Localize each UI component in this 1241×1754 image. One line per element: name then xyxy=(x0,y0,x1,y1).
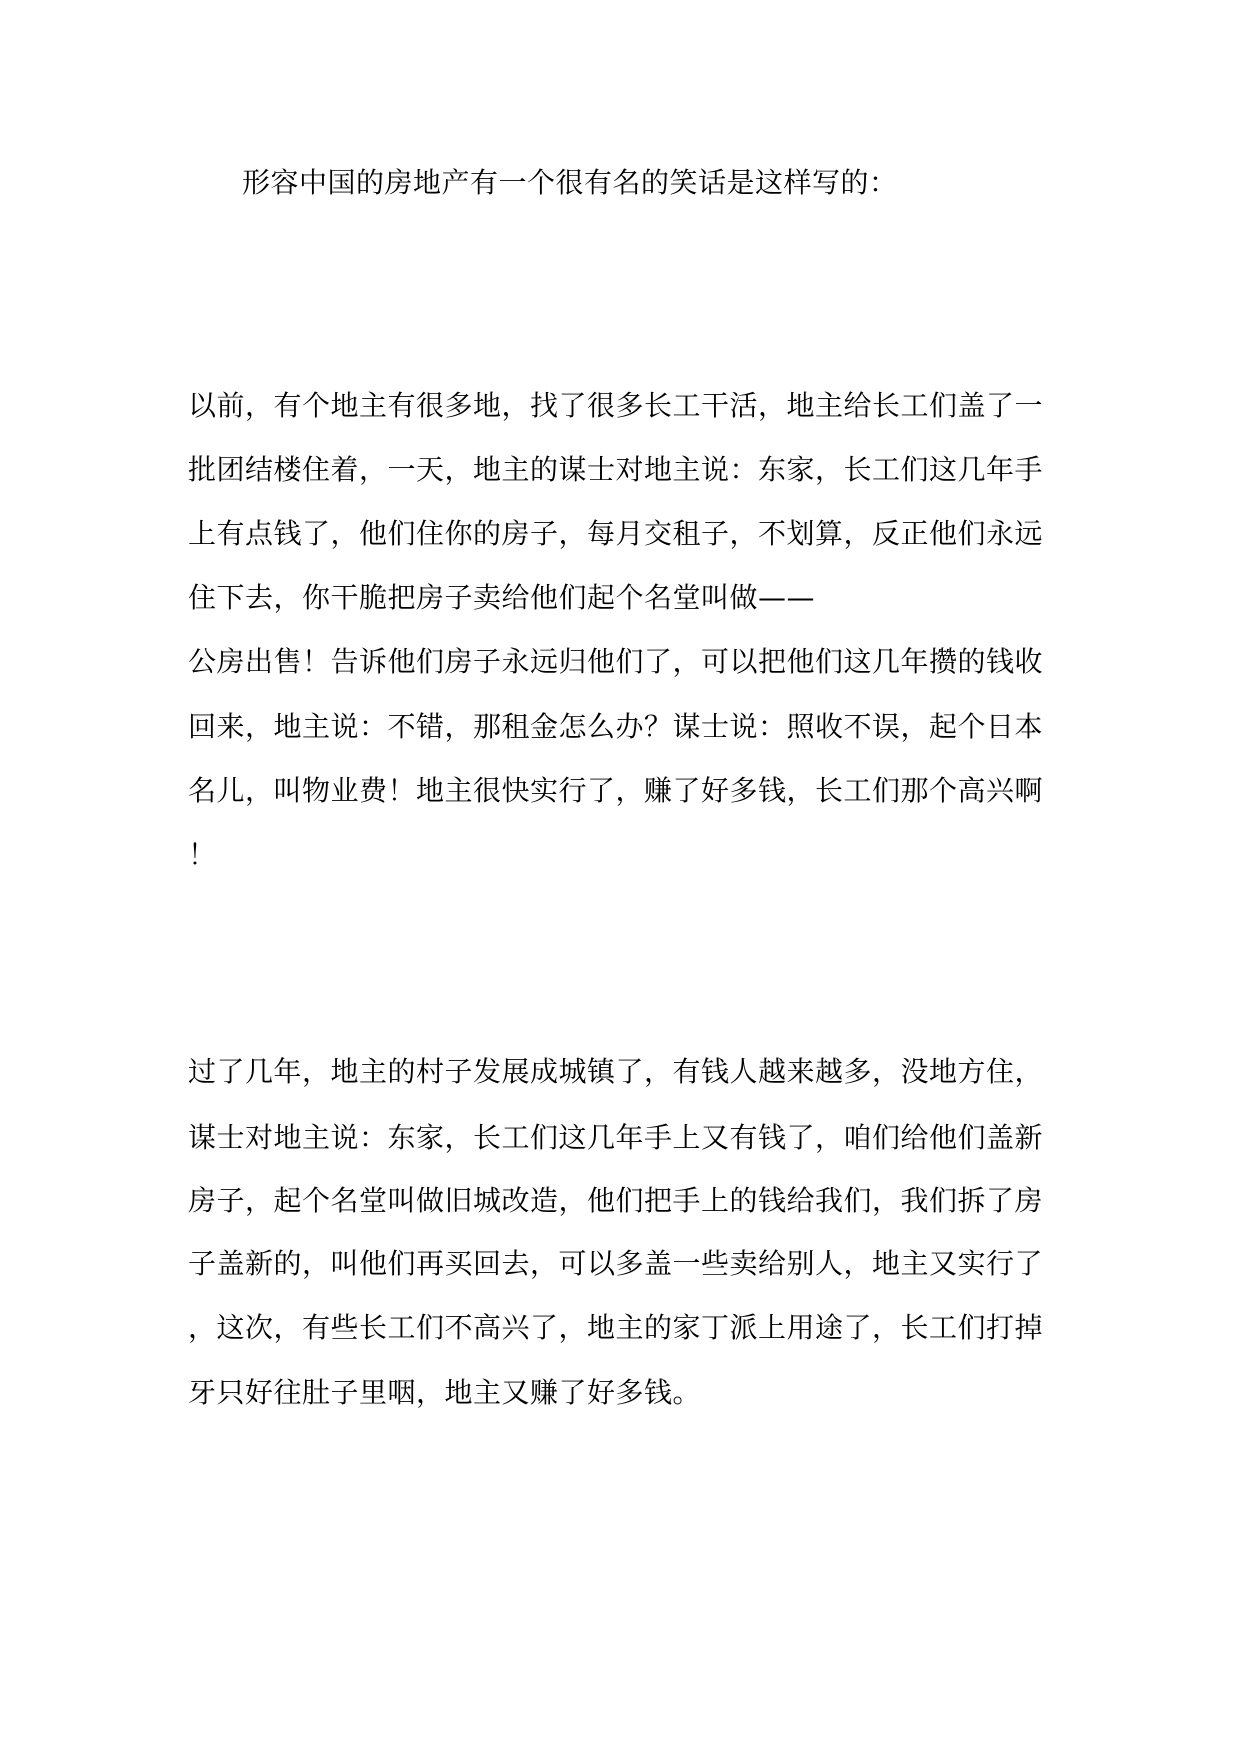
paragraph-1-line: 公房出售！告诉他们房子永远归他们了，可以把他们这几年攒的钱收 xyxy=(188,645,1044,678)
paragraph-2-line: 子盖新的，叫他们再买回去，可以多盖一些卖给别人，地主又实行了 xyxy=(188,1247,1044,1280)
paragraph-1-line: 以前，有个地主有很多地，找了很多长工干活，地主给长工们盖了一 xyxy=(188,389,1044,422)
paragraph-1-line: 上有点钱了，他们住你的房子，每月交租子，不划算，反正他们永远 xyxy=(188,517,1044,550)
paragraph-1-line: 回来，地主说：不错，那租金怎么办？谋士说：照收不误，起个日本 xyxy=(188,710,1044,743)
paragraph-1-line: 住下去，你干脆把房子卖给他们起个名堂叫做—— xyxy=(188,581,816,614)
paragraph-1-line: 批团结楼住着，一天，地主的谋士对地主说：东家，长工们这几年手 xyxy=(188,453,1044,486)
paragraph-1-line: 名儿，叫物业费！地主很快实行了，赚了好多钱，长工们那个高兴啊 xyxy=(188,774,1044,807)
paragraph-2-line: 谋士对地主说：东家，长工们这几年手上又有钱了，咱们给他们盖新 xyxy=(188,1121,1044,1154)
paragraph-2-line: 牙只好往肚子里咽，地主又赚了好多钱。 xyxy=(188,1376,702,1409)
paragraph-1-line: ！ xyxy=(188,838,217,871)
paragraph-2-line: 过了几年，地主的村子发展成城镇了，有钱人越来越多，没地方住， xyxy=(188,1055,1044,1088)
paragraph-2-line: 房子，起个名堂叫做旧城改造，他们把手上的钱给我们，我们拆了房 xyxy=(188,1184,1044,1217)
intro-line: 形容中国的房地产有一个很有名的笑话是这样写的： xyxy=(242,166,898,199)
paragraph-2-line: ，这次，有些长工们不高兴了，地主的家丁派上用途了，长工们打掉 xyxy=(188,1311,1044,1344)
